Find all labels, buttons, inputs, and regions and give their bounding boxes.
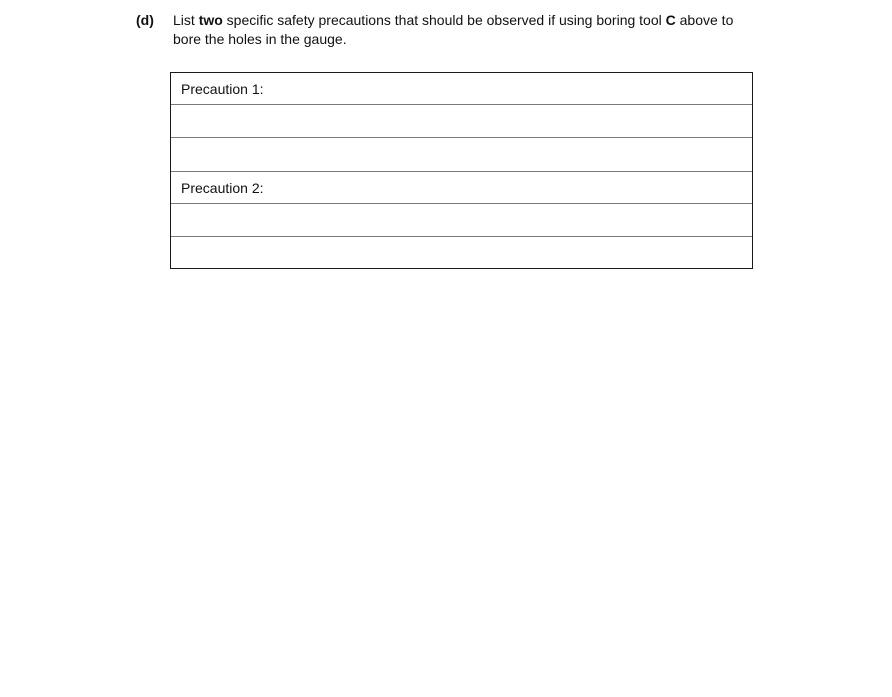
answer-row-precaution-2-line-1[interactable] [171,204,752,237]
question-text-part-3: above to bore the holes in the gauge. [173,12,734,47]
answer-row-precaution-1-line-1[interactable] [171,105,752,138]
question-text-part-1: List [173,12,199,28]
question-text-part-2: specific safety precautions that should be observed if using boring tool [222,12,666,28]
precaution-1-label: Precaution 1: [181,81,264,97]
answer-row-precaution-1-line-2[interactable] [171,138,752,172]
question-emphasis-tool: C [665,12,676,28]
answer-table [170,72,753,269]
question-emphasis-two: two [198,12,223,28]
precaution-2-label: Precaution 2: [181,180,264,196]
question-text [173,11,753,49]
answer-row-precaution-1-label[interactable] [171,73,752,105]
answer-row-precaution-2-label[interactable] [171,172,752,204]
answer-row-precaution-2-line-2[interactable] [171,237,752,267]
question-label: (d) [136,12,154,28]
